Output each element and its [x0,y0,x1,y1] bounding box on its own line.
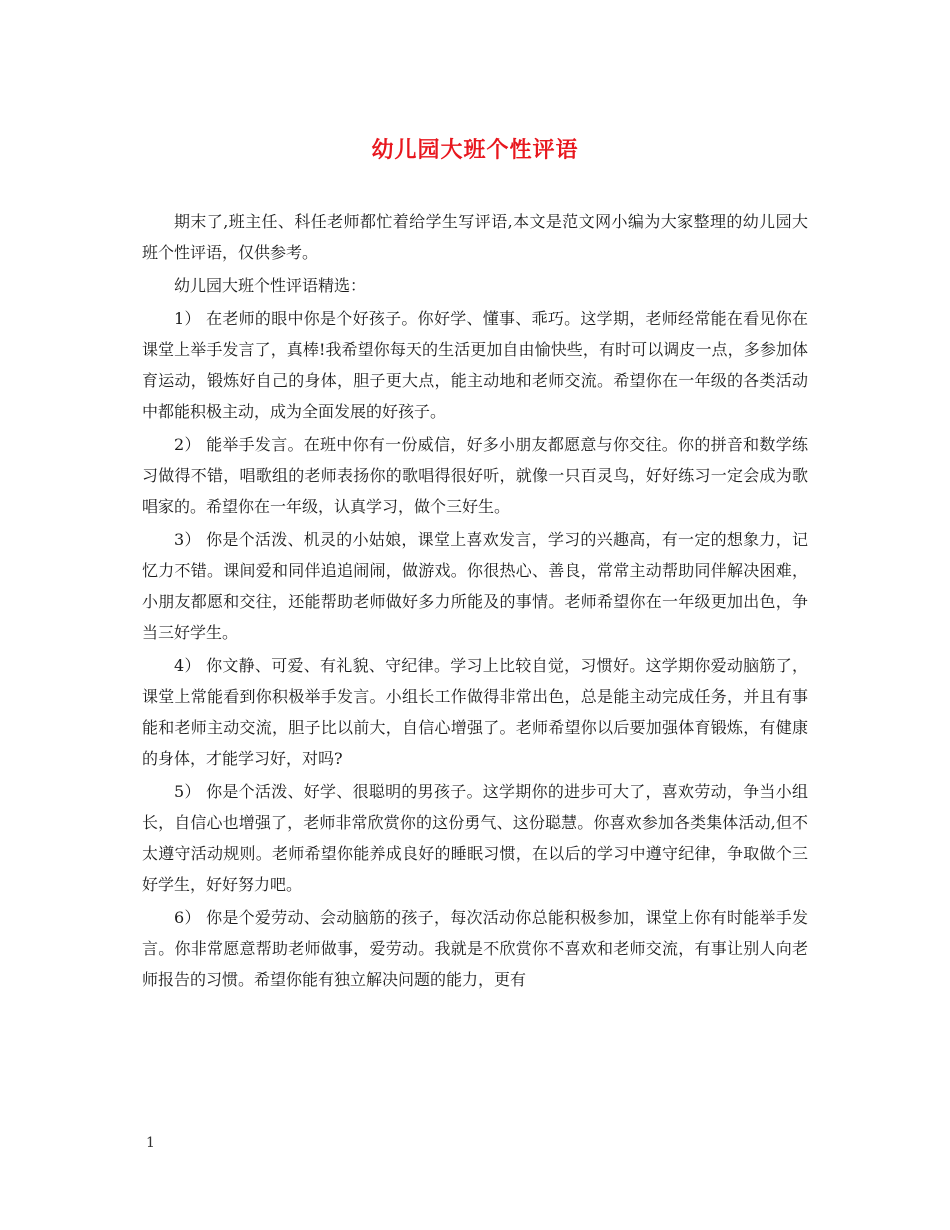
page-title: 幼儿园大班个性评语 [371,137,579,163]
paragraph-comment-5: 5） 你是个活泼、好学、很聪明的男孩子。这学期你的进步可大了，喜欢劳动，争当小组长，自信心也增强了，老师非常欣赏你的这份勇气、这份聪慧。你喜欢参加各类集体活动,但不太遵守活动规则。老师希望你能养成良好的睡眠习惯，在以后的学习中遵守纪律，争取做个三好学生，好好努力吧。 [142,782,808,894]
paragraph-heading: 幼儿园大班个性评语精选： [174,276,367,295]
paragraph-comment-2: 2） 能举手发言。在班中你有一份威信，好多小朋友都愿意与你交往。你的拼音和数学练习做得不错，唱歌组的老师表扬你的歌唱得很好听，就像一只百灵鸟，好好练习一定会成为歌唱家的。希望你在一年级，认真学习，做个三好生。 [142,435,808,516]
paragraph-intro: 期末了,班主任、科任老师都忙着给学生写评语,本文是范文网小编为大家整理的幼儿园大班个性评语，仅供参考。 [142,212,808,262]
page-number: 1 [146,1135,155,1151]
paragraph-comment-4: 4） 你文静、可爱、有礼貌、守纪律。学习上比较自觉，习惯好。这学期你爱动脑筋了，课堂上常能看到你积极举手发言。小组长工作做得非常出色，总是能主动完成任务，并且有事能和老师主动交流，胆子比以前大，自信心增强了。老师希望你以后要加强体育锻炼，有健康的身体，才能学习好，对吗? [142,656,808,768]
paragraph-comment-1: 1） 在老师的眼中你是个好孩子。你好学、懂事、乖巧。这学期，老师经常能在看见你在课堂上举手发言了，真棒!我希望你每天的生活更加自由愉快些，有时可以调皮一点，多参加体育运动，锻炼好自己的身体，胆子更大点，能主动地和老师交流。希望你在一年级的各类活动中都能积极主动，成为全面发展的好孩子。 [142,309,808,421]
paragraph-comment-6: 6） 你是个爱劳动、会动脑筋的孩子，每次活动你总能积极参加，课堂上你有时能举手发言。你非常愿意帮助老师做事，爱劳动。我就是不欣赏你不喜欢和老师交流，有事让别人向老师报告的习惯。希望你能有独立解决问题的能力，更有 [142,908,808,989]
paragraph-comment-3: 3） 你是个活泼、机灵的小姑娘，课堂上喜欢发言，学习的兴趣高，有一定的想象力，记忆力不错。课间爱和同伴追追闹闹，做游戏。你很热心、善良，常常主动帮助同伴解决困难，小朋友都愿和交往，还能帮助老师做好多力所能及的事情。老师希望你在一年级更加出色，争当三好学生。 [142,530,808,642]
document-body [142,206,808,995]
